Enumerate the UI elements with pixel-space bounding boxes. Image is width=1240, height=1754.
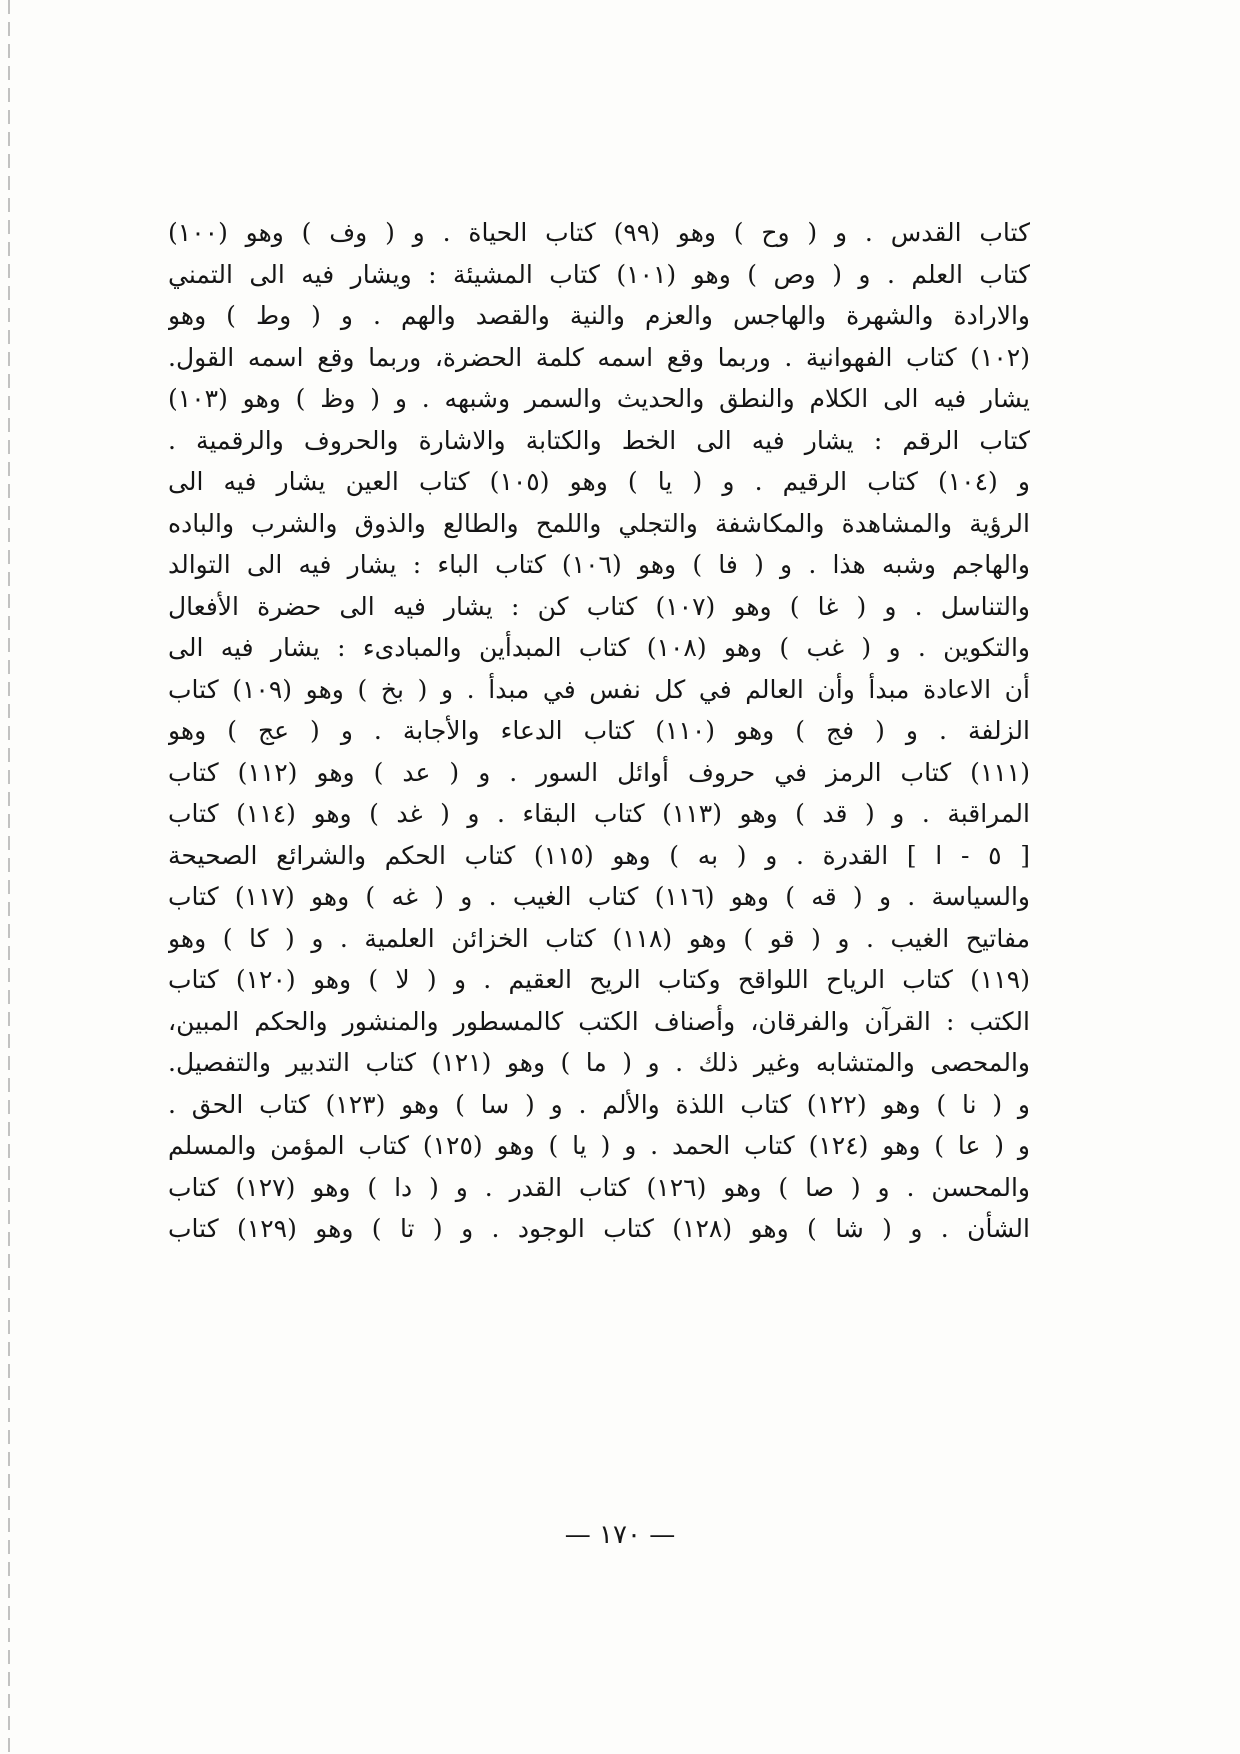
text-line: أن الاعادة مبدأ وأن العالم في كل نفس في مبدأ . و ( بخ ) وهو (١٠٩) كتاب bbox=[168, 674, 1030, 704]
text-line: [ ٥ - ا ] القدرة . و ( به ) وهو (١١٥) كتاب الحكم والشرائع الصحيحة bbox=[168, 840, 1030, 870]
text-line: والتكوين . و ( غب ) وهو (١٠٨) كتاب المبدأين والمبادىء : يشار فيه الى bbox=[168, 633, 1030, 662]
text-line: مفاتيح الغيب . و ( قو ) وهو (١١٨) كتاب الخزائن العلمية . و ( كا ) وهو bbox=[168, 923, 1030, 953]
text-line: الكتب : القرآن والفرقان، وأصناف الكتب كالمسطور والمنشور والحكم المبين، bbox=[168, 1006, 1030, 1036]
text-line: كتاب القدس . و ( وح ) وهو (٩٩) كتاب الحياة . و ( وف ) وهو (١٠٠) bbox=[168, 218, 1030, 247]
text-line: كتاب العلم . و ( وص ) وهو (١٠١) كتاب المشيئة : ويشار فيه الى التمني bbox=[168, 259, 1030, 289]
text-line: و (١٠٤) كتاب الرقيم . و ( يا ) وهو (١٠٥) كتاب العين يشار فيه الى bbox=[168, 467, 1030, 496]
text-line: والتناسل . و ( غا ) وهو (١٠٧) كتاب كن : يشار فيه الى حضرة الأفعال bbox=[168, 591, 1030, 621]
scan-edge-mark bbox=[8, 0, 10, 1754]
text-line: والسياسة . و ( قه ) وهو (١١٦) كتاب الغيب . و ( غه ) وهو (١١٧) كتاب bbox=[168, 882, 1030, 911]
page-number: — ١٧٠ — bbox=[564, 1520, 676, 1550]
text-line: والمحصى والمتشابه وغير ذلك . و ( ما ) وهو (١٢١) كتاب التدبير والتفصيل. bbox=[168, 1048, 1030, 1077]
text-line: (١٠٢) كتاب الفهوانية . وربما وقع اسمه كلمة الحضرة، وربما وقع اسمه القول. bbox=[168, 342, 1030, 372]
text-line: الشأن . و ( شا ) وهو (١٢٨) كتاب الوجود . و ( تا ) وهو (١٢٩) كتاب bbox=[168, 1214, 1030, 1243]
text-line: (١١١) كتاب الرمز في حروف أوائل السور . و ( عد ) وهو (١١٢) كتاب bbox=[168, 757, 1030, 787]
text-line: و ( نا ) وهو (١٢٢) كتاب اللذة والألم . و ( سا ) وهو (١٢٣) كتاب الحق . bbox=[168, 1089, 1030, 1119]
body-text bbox=[168, 212, 1030, 1250]
text-line: و ( عا ) وهو (١٢٤) كتاب الحمد . و ( يا ) وهو (١٢٥) كتاب المؤمن والمسلم bbox=[168, 1131, 1030, 1160]
text-line: والارادة والشهرة والهاجس والعزم والنية والقصد والهم . و ( وط ) وهو bbox=[168, 301, 1030, 330]
text-line: (١١٩) كتاب الرياح اللواقح وكتاب الريح العقيم . و ( لا ) وهو (١٢٠) كتاب bbox=[168, 965, 1030, 994]
text-line: الزلفة . و ( فج ) وهو (١١٠) كتاب الدعاء والأجابة . و ( عج ) وهو bbox=[168, 716, 1030, 745]
text-line: والمحسن . و ( صا ) وهو (١٢٦) كتاب القدر . و ( دا ) وهو (١٢٧) كتاب bbox=[168, 1172, 1030, 1202]
text-line: الرؤية والمشاهدة والمكاشفة والتجلي واللمح والطالع والذوق والشرب والباده bbox=[168, 508, 1030, 538]
text-line: والهاجم وشبه هذا . و ( فا ) وهو (١٠٦) كتاب الباء : يشار فيه الى التوالد bbox=[168, 550, 1030, 579]
text-line: يشار فيه الى الكلام والنطق والحديث والسمر وشبهه . و ( وظ ) وهو (١٠٣) bbox=[168, 384, 1030, 413]
text-line: المراقبة . و ( قد ) وهو (١١٣) كتاب البقاء . و ( غد ) وهو (١١٤) كتاب bbox=[168, 799, 1030, 828]
text-line: كتاب الرقم : يشار فيه الى الخط والكتابة والاشارة والحروف والرقمية . bbox=[168, 425, 1030, 455]
